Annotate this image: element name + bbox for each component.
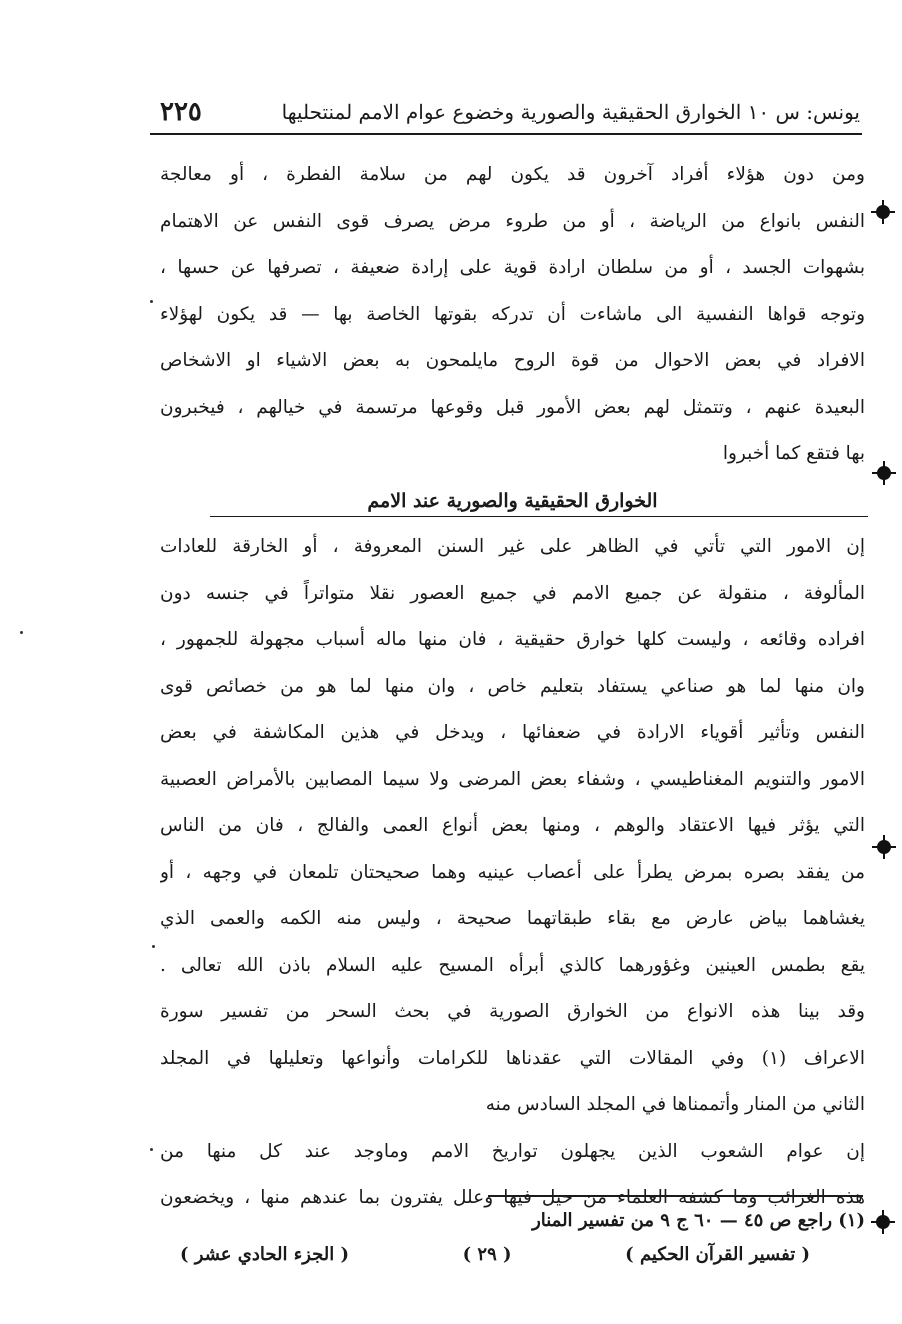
text-line: بها فتقع كما أخبروا — [722, 443, 865, 464]
page-header — [160, 92, 860, 132]
body-text — [160, 152, 865, 1222]
text-line: يقع بطمس العينين وغؤورهما كالذي أبرأه المسيح عليه السلام باذن الله تعالى . — [160, 954, 865, 976]
text-line: النفس بانواع من الرياضة ، أو من طروء مرض يصرف قوى النفس عن الاهتمام — [160, 210, 865, 232]
footnote-rule — [488, 1195, 863, 1197]
text-line: بشهوات الجسد ، أو من سلطان ارادة قوية على إرادة ضعيفة ، تصرفها عن حسها ، — [160, 257, 865, 278]
text-line: إن عوام الشعوب الذين يجهلون تواريخ الامم وماوجد عند كل منها من — [160, 1140, 865, 1162]
footer-part-label: ( الجزء الحادي عشر ) — [180, 1243, 350, 1265]
text-line: ومن دون هؤلاء أفراد آخرون قد يكون لهم من سلامة الفطرة ، أو معالجة — [160, 164, 865, 185]
text-line: هذه الغرائب وما كشفه العلماء من حيل فيها وعلل يفترون بما عندهم منها ، ويخضعون — [160, 1187, 865, 1208]
page-number: ٢٢٥ — [160, 97, 202, 127]
text-line: وتوجه قواها النفسية الى ماشاءت أن تدركه بقوتها الخاصة بها — قد يكون لهؤلاء — [160, 303, 865, 325]
footer-book-title: ( تفسير القرآن الحكيم ) — [625, 1243, 810, 1265]
heading-underline — [210, 516, 868, 517]
text-line: التي يؤثر فيها الاعتقاد والوهم ، ومنها بعض أنواع العمى والفالج ، فان من الناس — [160, 815, 865, 836]
paragraph-2 — [160, 524, 865, 1129]
binding-hole-mark — [876, 1215, 890, 1229]
paragraph-1 — [160, 152, 865, 478]
binding-hole-mark — [877, 466, 891, 480]
text-line: النفس وتأثير أقوياء الارادة في ضعفائها ، ويدخل في هذين المكاشفة في بعض — [160, 722, 865, 743]
text-line: إن الامور التي تأتي في الظاهر على غير السنن المعروفة ، أو الخارقة للعادات — [160, 536, 865, 557]
binding-hole-mark — [876, 205, 890, 219]
scan-speck — [20, 631, 23, 634]
text-line: وقد بينا هذه الانواع من الخوارق الصورية في بحث السحر من تفسير سورة — [160, 1001, 865, 1022]
text-line: المألوفة ، منقولة عن جميع الامم في جميع العصور نقلا متواتراً في جنسه دون — [160, 582, 865, 604]
text-line: الثاني من المنار وأتممناها في المجلد السادس منه — [485, 1094, 865, 1115]
scan-speck — [152, 945, 155, 948]
text-line: يغشاهما بياض عارض مع بقاء طبقاتهما صحيحة ، وليس منه الكمه والعمى الذي — [160, 908, 865, 929]
text-line: وان منها لما هو صناعي يستفاد بتعليم خاص ، وان منها لما هو من خصائص قوى — [160, 675, 865, 697]
text-line: افراده وقائعه ، وليست كلها خوارق حقيقية ، فان منها ماله أسباب مجهولة للجمهور ، — [160, 629, 865, 650]
text-line: من يفقد بصره بمرض يطرأ على أعصاب عينيه وهما صحيحتان تلمعان في وجهه ، أو — [160, 861, 865, 883]
text-line: الافراد في بعض الاحوال من قوة الروح مايلمحون به بعض الاشياء او الاشخاص — [160, 350, 865, 371]
section-heading: الخوارق الحقيقية والصورية عند الامم — [367, 489, 658, 512]
scan-speck — [150, 300, 153, 303]
header-rule — [150, 133, 862, 135]
text-line: الامور والتنويم المغناطيسي ، وشفاء بعض المرضى ولا سيما المصابين بالأمراض العصبية — [160, 768, 865, 790]
scan-speck — [150, 1148, 153, 1151]
running-title: يونس: س ١٠ الخوارق الحقيقية والصورية وخضوع عوام الامم لمنتحليها — [281, 100, 860, 124]
binding-hole-mark — [877, 840, 891, 854]
page-footer — [180, 1238, 810, 1270]
text-line: الاعراف (١) وفي المقالات التي عقدناها للكرامات وأنواعها وتعليلها في المجلد — [160, 1047, 865, 1069]
footer-signature-number: ( ٢٩ ) — [462, 1243, 512, 1265]
text-line: البعيدة عنهم ، وتتمثل لهم بعض الأمور قبل وقوعها مرتسمة في خيالهم ، فيخبرون — [160, 396, 865, 418]
footnote: (١) راجع ص ٤٥ — ٦٠ ج ٩ من تفسير المنار — [532, 1210, 865, 1231]
